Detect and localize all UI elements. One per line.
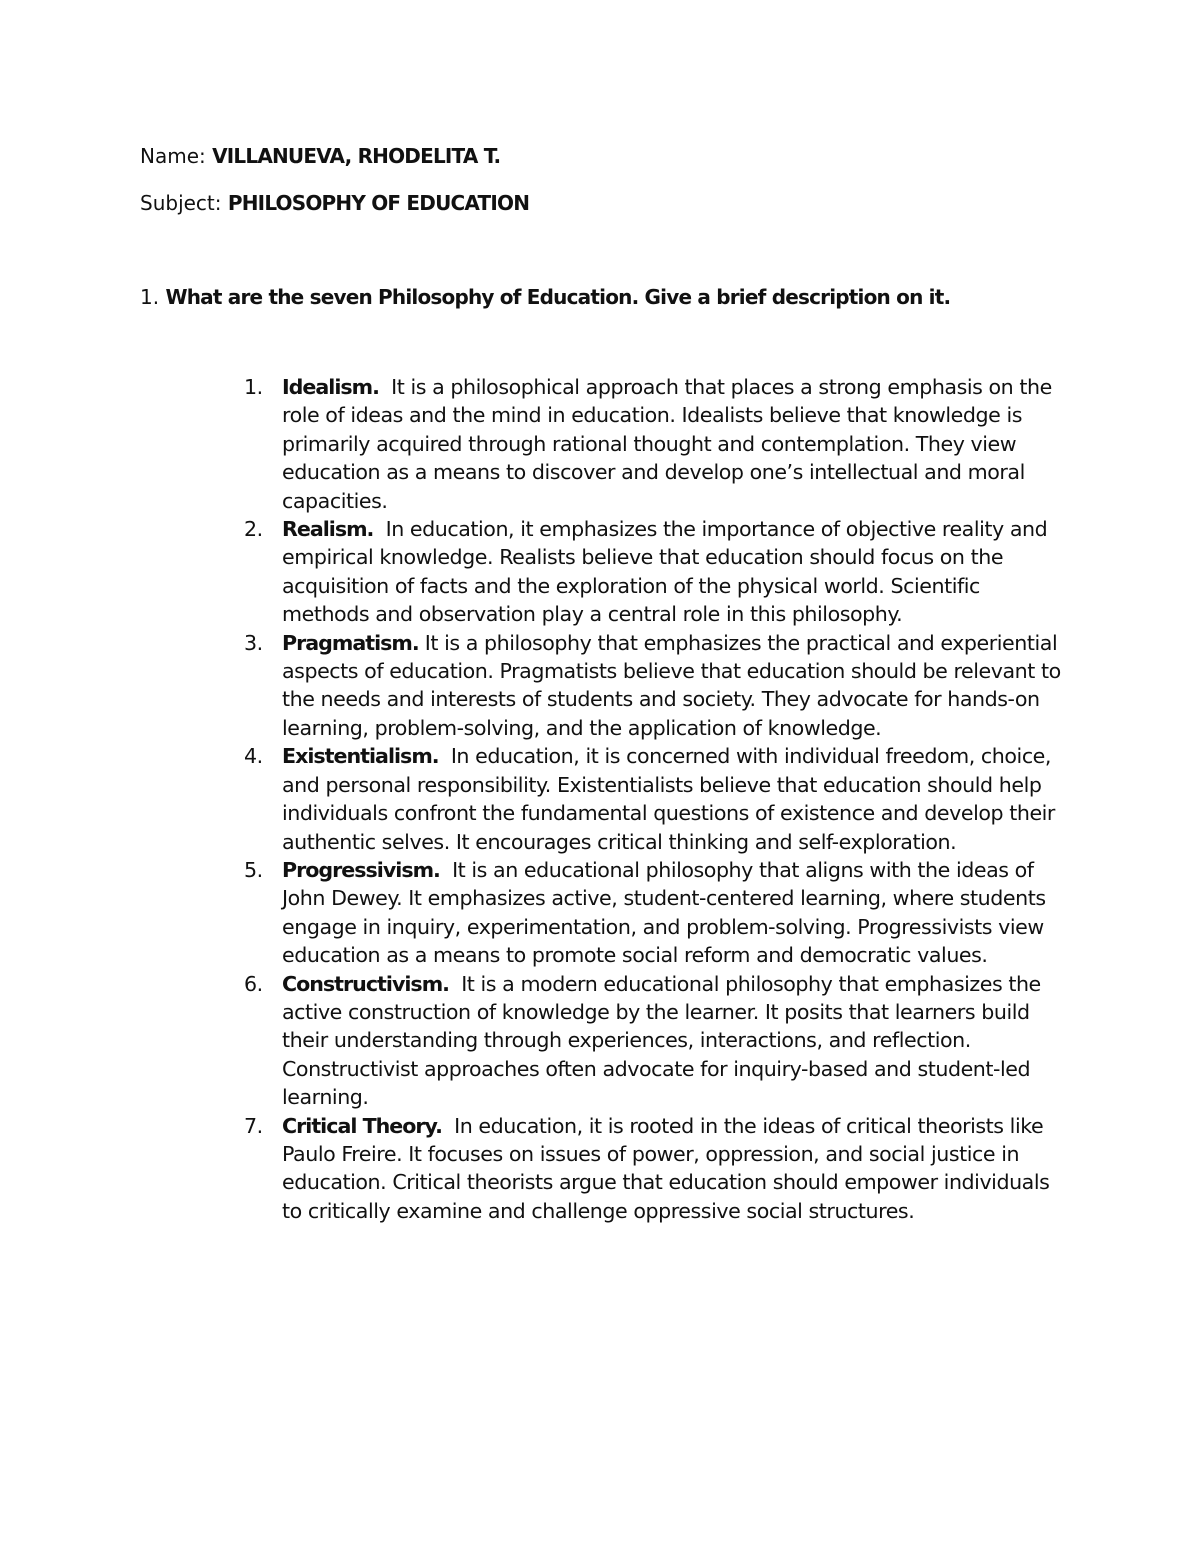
list-item: [0, 970, 1072, 1112]
philosophy-description: In education, it is concerned with individual freedom, choice, and personal responsibility. Existentialists believe that education should help individuals confront the fundamental questions of existence and develop their authentic selves. It encourages critical thinking and self-exploration.: [282, 744, 1055, 854]
subject-line: [140, 189, 529, 217]
list-item: [0, 515, 1072, 629]
name-value: VILLANUEVA, RHODELITA T.: [212, 144, 501, 168]
list-item: [0, 629, 1072, 743]
philosophy-term: Progressivism.: [282, 857, 440, 882]
list-item-number: 3.: [244, 630, 263, 655]
philosophy-description: In education, it is rooted in the ideas of critical theorists like Paulo Freire. It focuses on issues of power, oppression, and social justice in education. Critical theorists argue that education should empower individuals to critically examine and challenge oppressive social structures.: [282, 1113, 1050, 1223]
list-item: [0, 373, 1072, 515]
philosophy-description: It is a modern educational philosophy that emphasizes the active construction of knowledge by the learner. It posits that learners build their understanding through experiences, interactions, and reflection. Constructivist approaches often advocate for inquiry-based and student-led learning.: [282, 971, 1041, 1110]
subject-label: Subject:: [140, 191, 222, 215]
name-label: Name:: [140, 144, 206, 168]
philosophy-term: Realism.: [282, 517, 374, 542]
list-item-number: 6.: [244, 971, 263, 996]
philosophy-term: Idealism.: [282, 375, 379, 399]
list-item-number: 5.: [244, 857, 263, 882]
philosophy-description: It is an educational philosophy that aligns with the ideas of John Dewey. It emphasizes active, student-centered learning, where students engage in inquiry, experimentation, and problem-solving. Progressivists view education as a means to promote social reform and democratic values.: [282, 857, 1046, 968]
philosophy-description: It is a philosophical approach that places a strong emphasis on the role of ideas and the mind in education. Idealists believe that knowledge is primarily acquired through rational thought and contemplation. They view education as a means to discover and develop one’s intellectual and moral capacities.: [282, 375, 1052, 513]
question-text: What are the seven Philosophy of Education. Give a brief description on it.: [165, 285, 951, 309]
philosophy-term: Pragmatism.: [282, 630, 419, 655]
list-item-number: 4.: [244, 744, 263, 769]
philosophy-term: Existentialism.: [282, 744, 439, 769]
list-item-number: 2.: [244, 517, 263, 542]
list-item: [0, 742, 1072, 856]
question: [140, 283, 950, 311]
answer-list: [0, 373, 1200, 1225]
subject-value: PHILOSOPHY OF EDUCATION: [227, 191, 530, 215]
list-item-number: 7.: [244, 1113, 263, 1138]
philosophy-description: In education, it emphasizes the importance of objective reality and empirical knowledge. Realists believe that education should focus on the acquisition of facts and the exploration of the physical world. Scientific methods and observation play a central role in this philosophy.: [282, 517, 1048, 627]
philosophy-term: Constructivism.: [282, 971, 449, 996]
name-line: [140, 142, 500, 170]
list-item: [0, 1112, 1072, 1226]
list-item: [0, 856, 1072, 970]
list-item-number: 1.: [244, 375, 263, 399]
philosophy-term: Critical Theory.: [282, 1113, 442, 1138]
question-number: 1.: [140, 285, 160, 309]
philosophy-description: It is a philosophy that emphasizes the practical and experiential aspects of education. Pragmatists believe that education should be relevant to the needs and interests of students and society. They advocate for hands-on learning, problem-solving, and the application of knowledge.: [282, 630, 1061, 740]
